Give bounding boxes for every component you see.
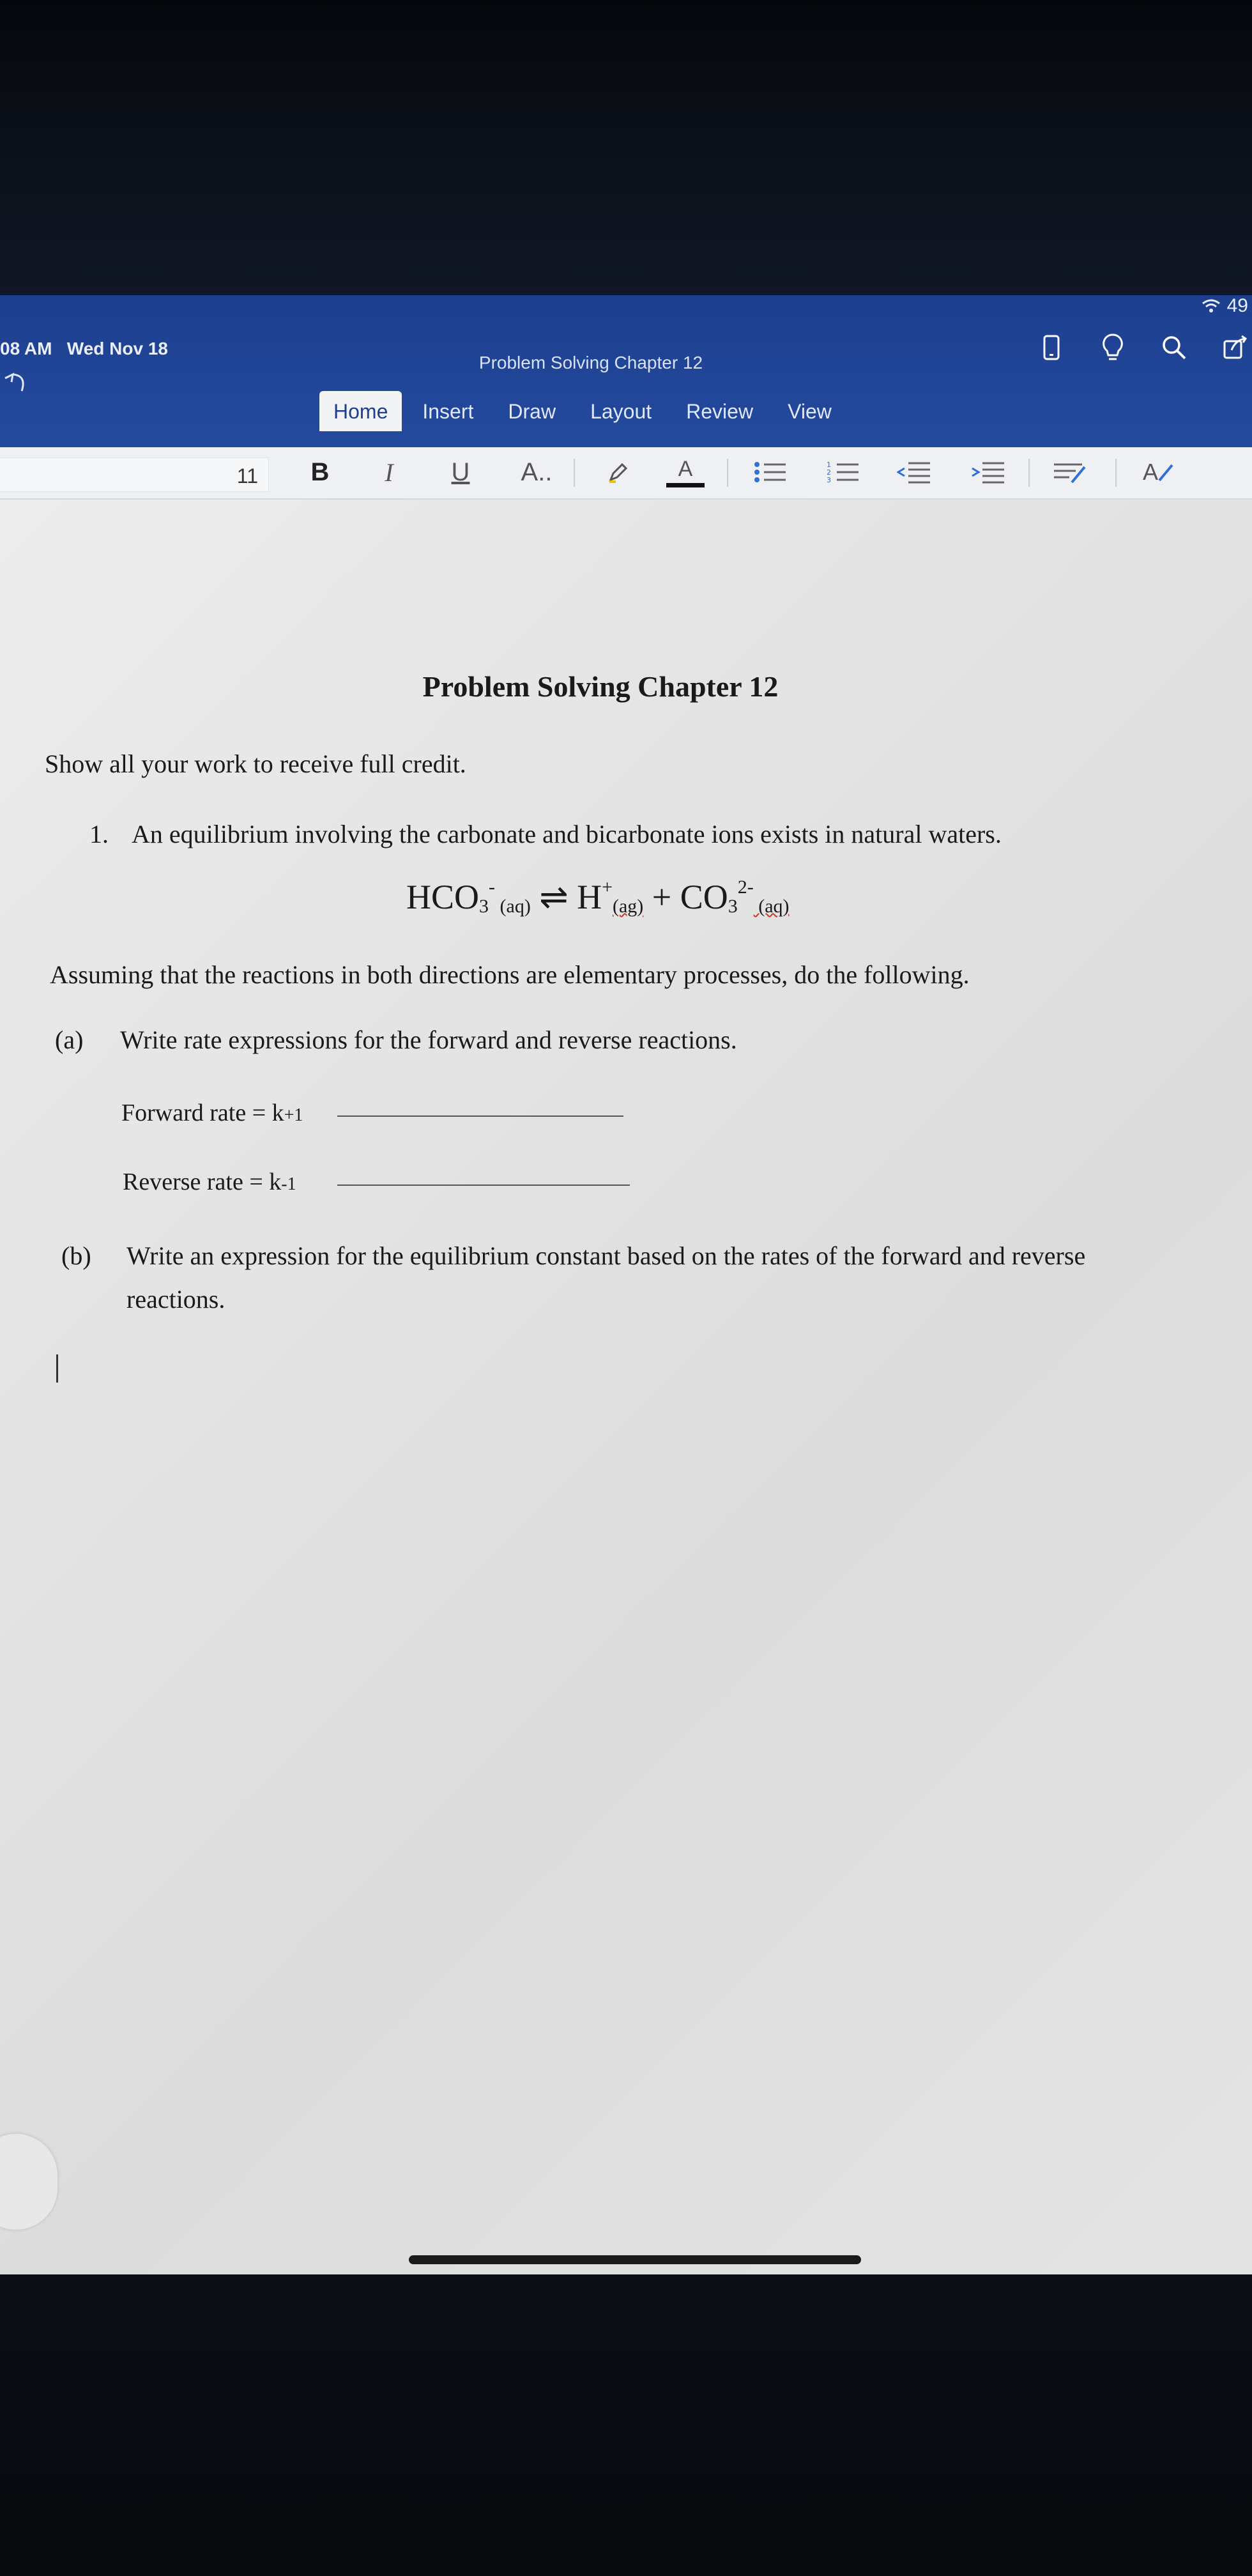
- eq-arrow: ⇌: [530, 878, 577, 916]
- titlebar-actions: [1035, 331, 1252, 364]
- wifi-icon: [1202, 298, 1221, 314]
- text-cursor: [56, 1354, 58, 1383]
- numbered-list-icon[interactable]: [824, 452, 862, 492]
- question-1-text: An equilibrium involving the carbonate and bicarbonate ions exists in natural waters.: [132, 820, 1002, 848]
- tab-layout[interactable]: Layout: [590, 400, 652, 423]
- reverse-rate-label: [123, 1168, 296, 1196]
- font-color-button[interactable]: [664, 452, 706, 492]
- ribbon-divider: [574, 459, 575, 487]
- bold-button[interactable]: B: [310, 457, 330, 486]
- formatting-ribbon: [0, 447, 1252, 500]
- document-title: Problem Solving Chapter 12: [478, 353, 703, 372]
- share-icon[interactable]: [1219, 331, 1252, 364]
- tab-home[interactable]: Home: [319, 391, 402, 431]
- part-b-text-line1: Write an expression for the equilibrium constant based on the rates of the forward and reverse: [126, 1241, 1086, 1270]
- eq-h: H: [577, 878, 602, 916]
- underline-button[interactable]: U: [451, 457, 470, 486]
- assumption-text: Assuming that the reactions in both directions are elementary processes, do the following.: [50, 960, 970, 989]
- font-color-swatch: [666, 483, 705, 487]
- undo-icon[interactable]: [3, 372, 31, 395]
- svg-text:3: 3: [827, 476, 831, 484]
- eq-h-sup: +: [602, 877, 613, 898]
- tab-draw[interactable]: Draw: [508, 400, 556, 423]
- reverse-rate-blank[interactable]: [337, 1184, 630, 1186]
- tab-review[interactable]: Review: [686, 400, 754, 423]
- home-indicator[interactable]: [409, 2255, 861, 2264]
- font-size-selector[interactable]: [0, 457, 269, 492]
- eq-plus-co: + CO: [643, 878, 728, 916]
- part-b-label: (b): [61, 1241, 91, 1270]
- part-b-text-line2: reactions.: [126, 1285, 225, 1314]
- eq-aq1: (aq): [495, 896, 531, 917]
- status-indicators: [1202, 295, 1248, 317]
- device-bezel-top: [0, 0, 1252, 300]
- forward-rate-sub: +1: [284, 1105, 303, 1125]
- battery-percent: 49: [1226, 295, 1248, 316]
- decrease-indent-icon[interactable]: [894, 452, 934, 492]
- eq-hco3-sup: -: [489, 877, 496, 898]
- ribbon-divider: [1028, 459, 1030, 487]
- forward-rate-label: [121, 1099, 303, 1127]
- paragraph-format-icon[interactable]: [1050, 452, 1090, 492]
- forward-rate-text: Forward rate = k: [121, 1100, 284, 1126]
- eq-aq2: (ag): [612, 896, 644, 917]
- lightbulb-icon[interactable]: [1096, 331, 1129, 364]
- styles-letter: A: [1142, 459, 1158, 485]
- brush-icon: [1158, 463, 1176, 482]
- svg-text:1: 1: [827, 461, 831, 469]
- phone-icon[interactable]: [1035, 331, 1068, 364]
- tab-insert[interactable]: Insert: [422, 400, 474, 423]
- eq-aq3: (aq): [753, 896, 790, 917]
- reverse-rate-sub: -1: [281, 1174, 296, 1194]
- part-a-label: (a): [55, 1025, 84, 1054]
- eq-co3-sup: 2-: [737, 877, 754, 898]
- document-page[interactable]: [0, 500, 1252, 2274]
- ribbon-divider: [1115, 459, 1117, 487]
- part-a-text: Write rate expressions for the forward and reverse reactions.: [120, 1025, 737, 1054]
- svg-text:2: 2: [827, 468, 831, 477]
- eq-co3-sub: 3: [728, 896, 738, 917]
- search-icon[interactable]: [1157, 331, 1191, 364]
- device-bezel-bottom: [0, 2274, 1252, 2576]
- tab-view[interactable]: View: [788, 400, 832, 423]
- question-1-number: 1.: [89, 820, 109, 848]
- document-heading: Problem Solving Chapter 12: [422, 670, 779, 703]
- ribbon-divider: [727, 459, 728, 487]
- title-bar: [0, 295, 1252, 447]
- status-time: 08 AM: [0, 339, 52, 358]
- italic-button[interactable]: I: [385, 457, 393, 487]
- status-date: Wed Nov 18: [66, 339, 168, 358]
- instructions-text: Show all your work to receive full credit.: [45, 749, 466, 778]
- increase-indent-icon[interactable]: [968, 452, 1008, 492]
- eq-hco3: HCO: [406, 878, 480, 916]
- equilibrium-equation: [406, 877, 790, 917]
- forward-rate-blank[interactable]: [337, 1116, 623, 1117]
- bullet-list-icon[interactable]: [751, 452, 790, 492]
- font-color-letter: A: [678, 457, 693, 481]
- reverse-rate-text: Reverse rate = k: [123, 1169, 282, 1195]
- text-effects-button[interactable]: A..: [521, 457, 553, 486]
- eq-hco3-sub: 3: [479, 896, 489, 917]
- highlighter-icon[interactable]: [599, 452, 637, 492]
- styles-button[interactable]: [1137, 452, 1182, 492]
- font-size-value: 11: [236, 464, 258, 487]
- ribbon-tabs: [319, 391, 852, 431]
